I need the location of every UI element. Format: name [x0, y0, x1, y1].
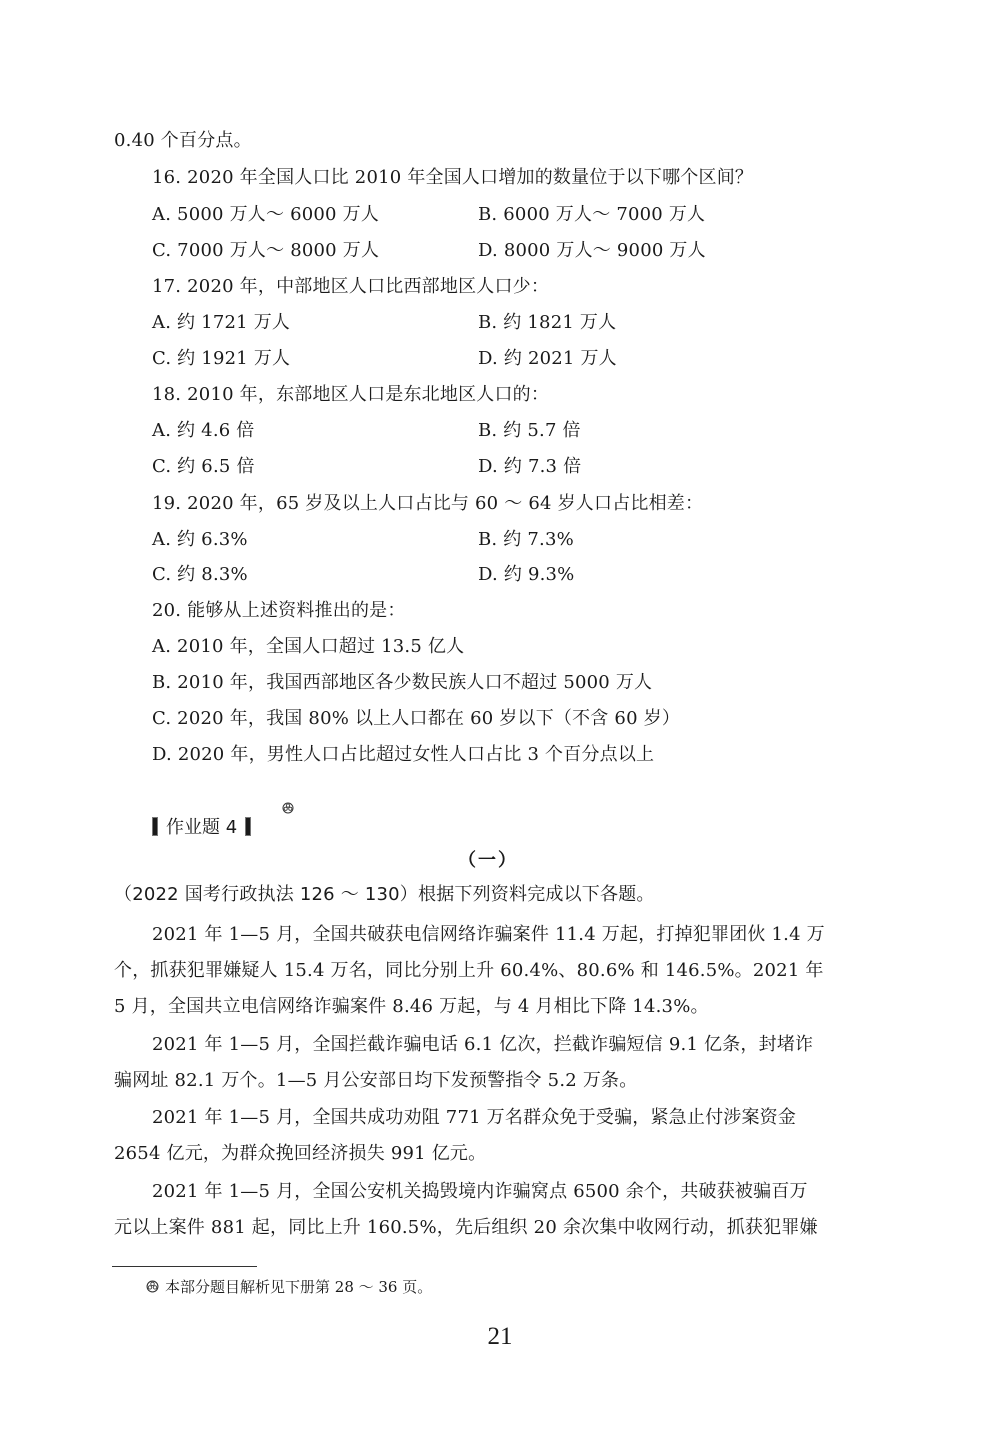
- page-number: 21: [487, 1323, 513, 1350]
- option: A. 约 4.6 倍: [152, 420, 255, 441]
- section-title: 作业题 4: [166, 817, 238, 838]
- material-line: 5 月，全国共立电信网络诈骗案件 8.46 万起，与 4 月相比下降 14.3%。: [114, 996, 709, 1017]
- material-source: （2022 国考行政执法 126 ～ 130）根据下列资料完成以下各题。: [114, 884, 655, 905]
- material-line: 2654 亿元，为群众挽回经济损失 991 亿元。: [114, 1143, 487, 1164]
- option: D. 约 9.3%: [478, 564, 575, 585]
- material-line: 2021 年 1—5 月，全国共成功劝阻 771 万名群众免于受骗，紧急止付涉案资金: [152, 1107, 797, 1128]
- footnote-rule: [112, 1266, 257, 1267]
- material-line: 骗网址 82.1 万个。1—5 月公安部日均下发预警指令 5.2 万条。: [114, 1070, 638, 1091]
- option: A. 5000 万人～ 6000 万人: [152, 204, 380, 225]
- flower-note-icon: [282, 802, 294, 814]
- option: B. 2010 年，我国西部地区各少数民族人口不超过 5000 万人: [152, 672, 653, 693]
- option: B. 约 5.7 倍: [478, 420, 581, 441]
- section-subtitle: （一）: [458, 850, 518, 871]
- flower-note-icon: [146, 1280, 159, 1293]
- option: A. 2010 年，全国人口超过 13.5 亿人: [152, 636, 465, 657]
- question-stem: 18. 2010 年，东部地区人口是东北地区人口的：: [152, 384, 550, 405]
- option: C. 约 6.5 倍: [152, 456, 255, 477]
- option: D. 2020 年，男性人口占比超过女性人口占比 3 个百分点以上: [152, 744, 655, 765]
- material-line: 个，抓获犯罪嫌疑人 15.4 万名，同比分别上升 60.4%、80.6% 和 146.5%。2021 年: [114, 960, 824, 981]
- option: C. 约 8.3%: [152, 564, 248, 585]
- option: B. 6000 万人～ 7000 万人: [478, 204, 706, 225]
- heading-bar-left: [152, 817, 158, 836]
- question-stem: 20. 能够从上述资料推出的是：: [152, 600, 406, 621]
- footnote-text: 本部分题目解析见下册第 28 ～ 36 页。: [165, 1278, 433, 1296]
- question-stem: 16. 2020 年全国人口比 2010 年全国人口增加的数量位于以下哪个区间？: [152, 167, 754, 188]
- material-line: 2021 年 1—5 月，全国公安机关捣毁境内诈骗窝点 6500 余个，共破获被骗百万: [152, 1181, 808, 1202]
- option: C. 2020 年，我国 80% 以上人口都在 60 岁以下（不含 60 岁）: [152, 708, 681, 729]
- option: D. 约 2021 万人: [478, 348, 617, 369]
- heading-bar-right: [245, 817, 251, 836]
- option: D. 8000 万人～ 9000 万人: [478, 240, 706, 261]
- material-line: 2021 年 1—5 月，全国共破获电信网络诈骗案件 11.4 万起，打掉犯罪团伙 1.4 万: [152, 924, 825, 945]
- option: B. 约 1821 万人: [478, 312, 617, 333]
- intro-line: 0.40 个百分点。: [114, 130, 252, 151]
- option: D. 约 7.3 倍: [478, 456, 582, 477]
- section-heading: [152, 814, 251, 838]
- option: C. 7000 万人～ 8000 万人: [152, 240, 380, 261]
- footnote: [146, 1276, 432, 1297]
- option: C. 约 1921 万人: [152, 348, 291, 369]
- material-line: 2021 年 1—5 月，全国拦截诈骗电话 6.1 亿次，拦截诈骗短信 9.1 亿条，封堵诈: [152, 1034, 814, 1055]
- option: A. 约 6.3%: [152, 529, 248, 550]
- material-line: 元以上案件 881 起，同比上升 160.5%，先后组织 20 余次集中收网行动，抓获犯罪嫌: [114, 1217, 818, 1238]
- question-stem: 19. 2020 年，65 岁及以上人口占比与 60 ～ 64 岁人口占比相差：: [152, 493, 704, 514]
- option: B. 约 7.3%: [478, 529, 574, 550]
- option: A. 约 1721 万人: [152, 312, 291, 333]
- question-stem: 17. 2020 年，中部地区人口比西部地区人口少：: [152, 276, 550, 297]
